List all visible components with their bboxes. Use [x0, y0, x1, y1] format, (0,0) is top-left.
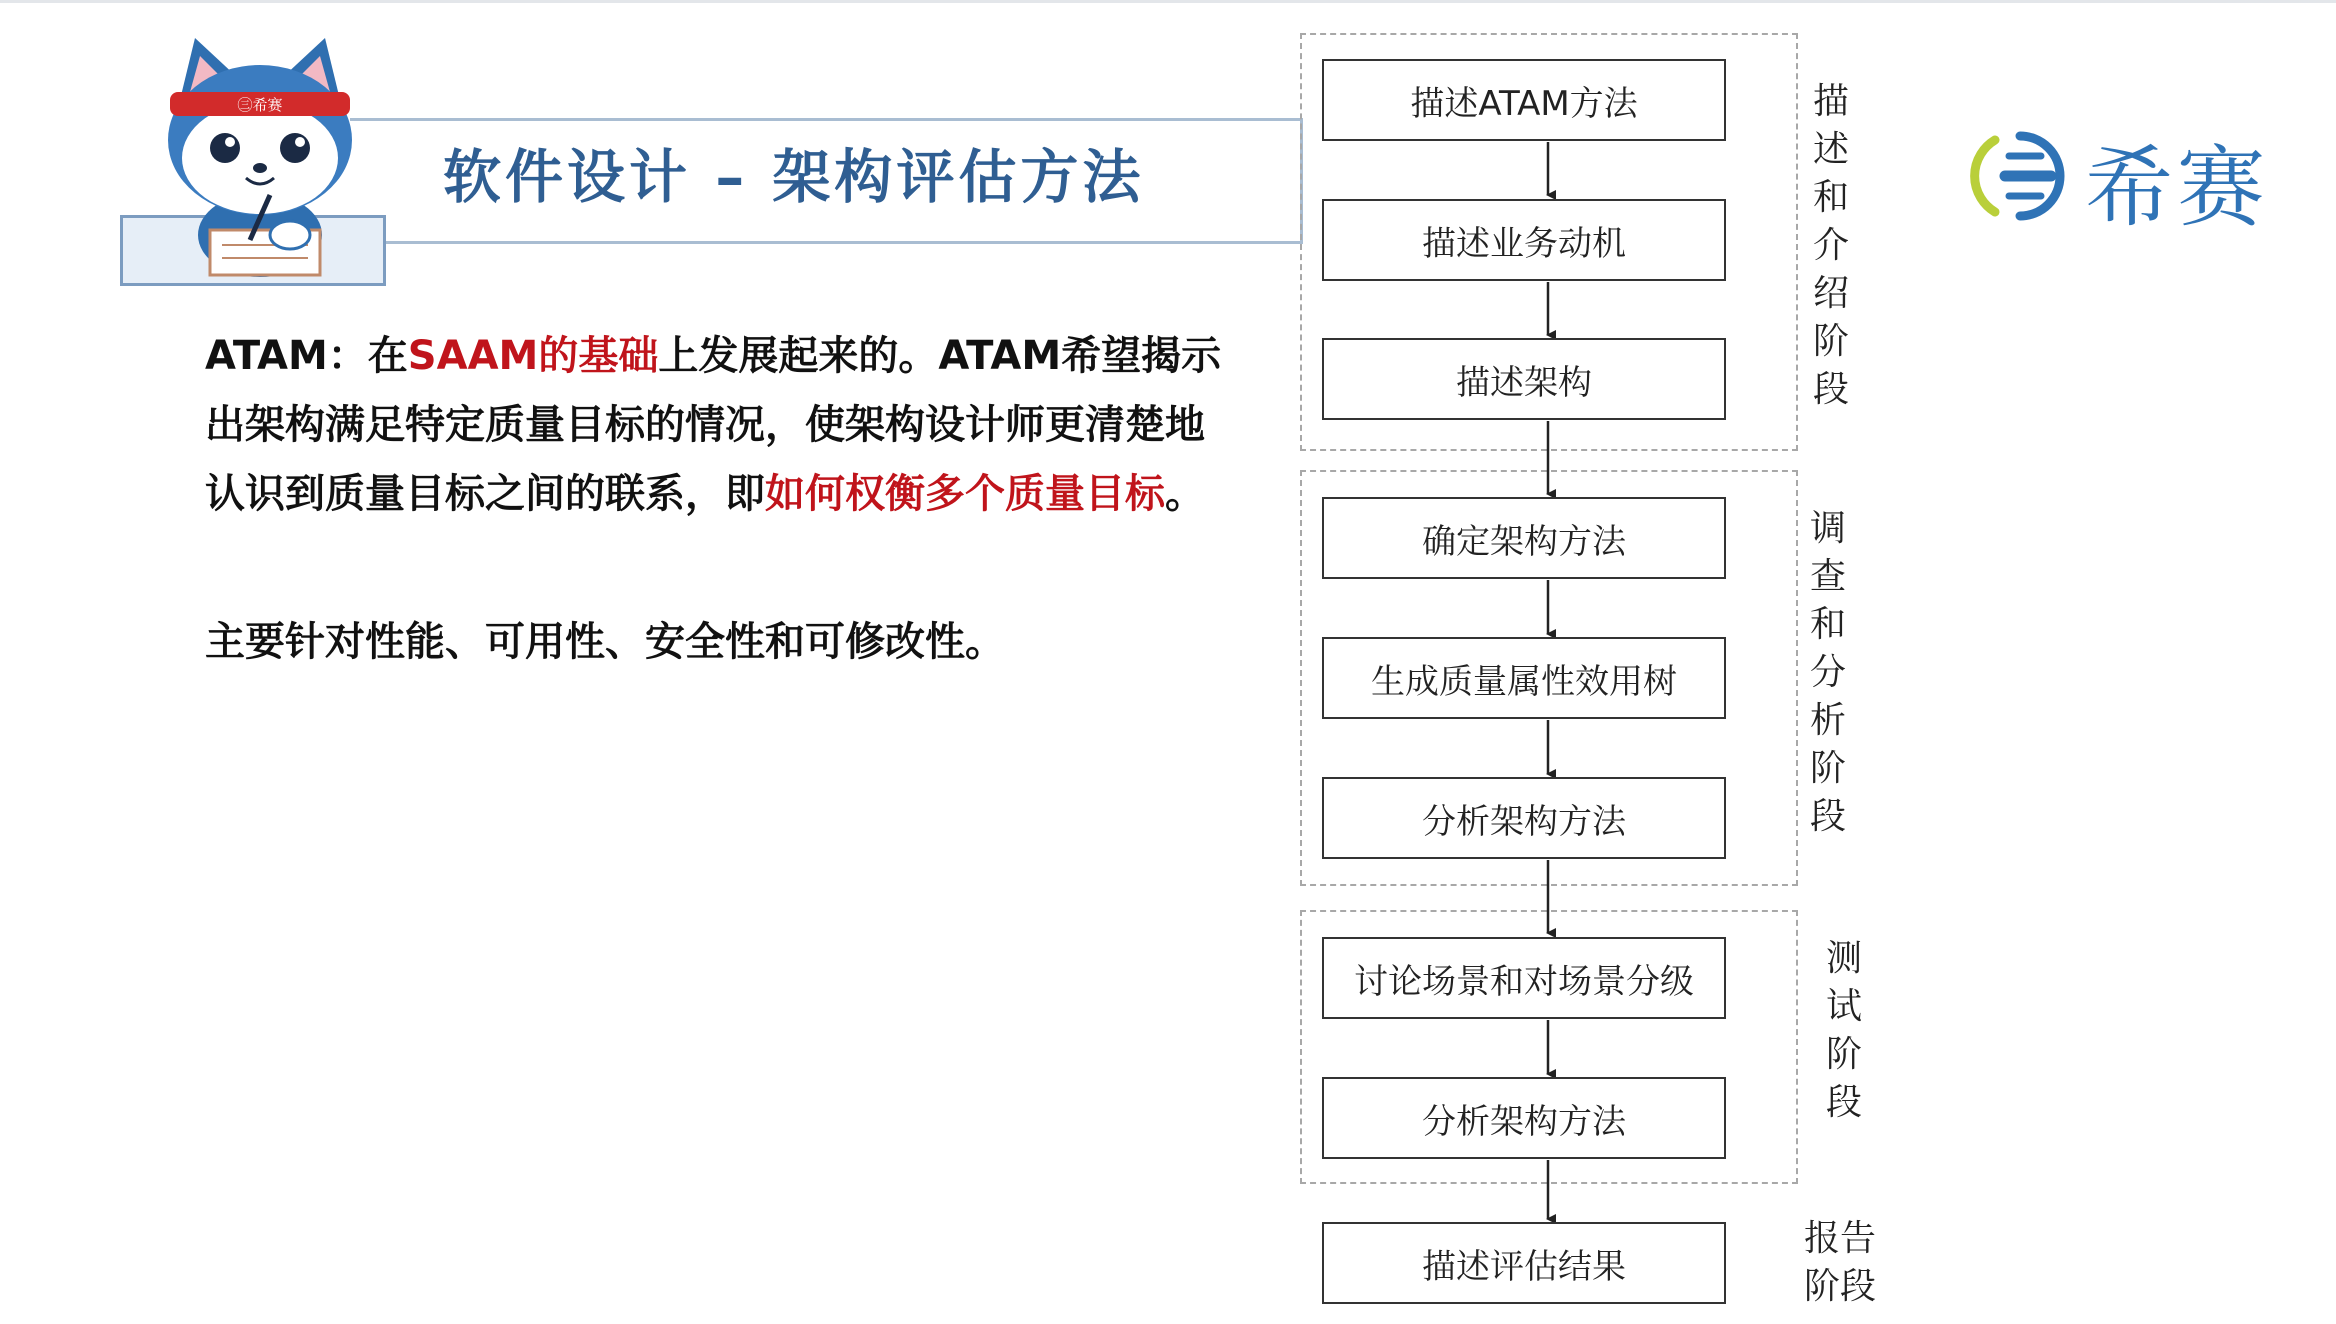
- flow-step-business-drivers: 描述业务动机: [1322, 199, 1726, 281]
- intro-text-3: 。: [1165, 471, 1205, 517]
- flow-step-utility-tree: 生成质量属性效用树: [1322, 637, 1726, 719]
- focus-paragraph: 主要针对性能、可用性、安全性和可修改性。: [205, 619, 1005, 665]
- stage-label-intro: 描述和介绍阶段: [1812, 81, 1849, 410]
- flow-step-analyze-approaches-2: 分析架构方法: [1322, 1077, 1726, 1159]
- intro-highlight-tradeoff: 如何权衡多个质量目标: [765, 471, 1165, 517]
- flow-step-identify-approaches: 确定架构方法: [1322, 497, 1726, 579]
- flow-step-prioritize-scenarios: 讨论场景和对场景分级: [1322, 937, 1726, 1019]
- brand-logo: [1965, 118, 2285, 239]
- stage-label-report: 报告阶段: [1803, 1218, 1876, 1307]
- flow-step-describe-atam: 描述ATAM方法: [1322, 59, 1726, 141]
- mascot-badge: ㊂希赛: [237, 96, 283, 114]
- logo-text: 希赛: [2085, 136, 2270, 239]
- stage-label-analysis: 调查和分析阶段: [1809, 508, 1846, 837]
- page-title: 软件设计 – 架构评估方法: [443, 143, 1145, 211]
- intro-text-2: 上发展起来的。ATAM希望揭示出架构满足特定质量目标的情况，使架构设计师更清楚地认识到质量目标之间的联系，即: [205, 333, 1222, 517]
- intro-paragraph: [205, 322, 1235, 529]
- top-divider: [0, 0, 2336, 3]
- intro-highlight-saam: SAAM的基础: [407, 333, 659, 379]
- flow-step-present-results: 描述评估结果: [1322, 1222, 1726, 1304]
- logo-mark-icon: [1965, 126, 2075, 226]
- intro-text-1: ATAM：在: [205, 333, 408, 379]
- mascot-cat-illustration: [150, 30, 370, 280]
- flow-step-analyze-approaches: 分析架构方法: [1322, 777, 1726, 859]
- flow-step-describe-architecture: 描述架构: [1322, 338, 1726, 420]
- stage-label-test: 测试阶段: [1825, 938, 1862, 1123]
